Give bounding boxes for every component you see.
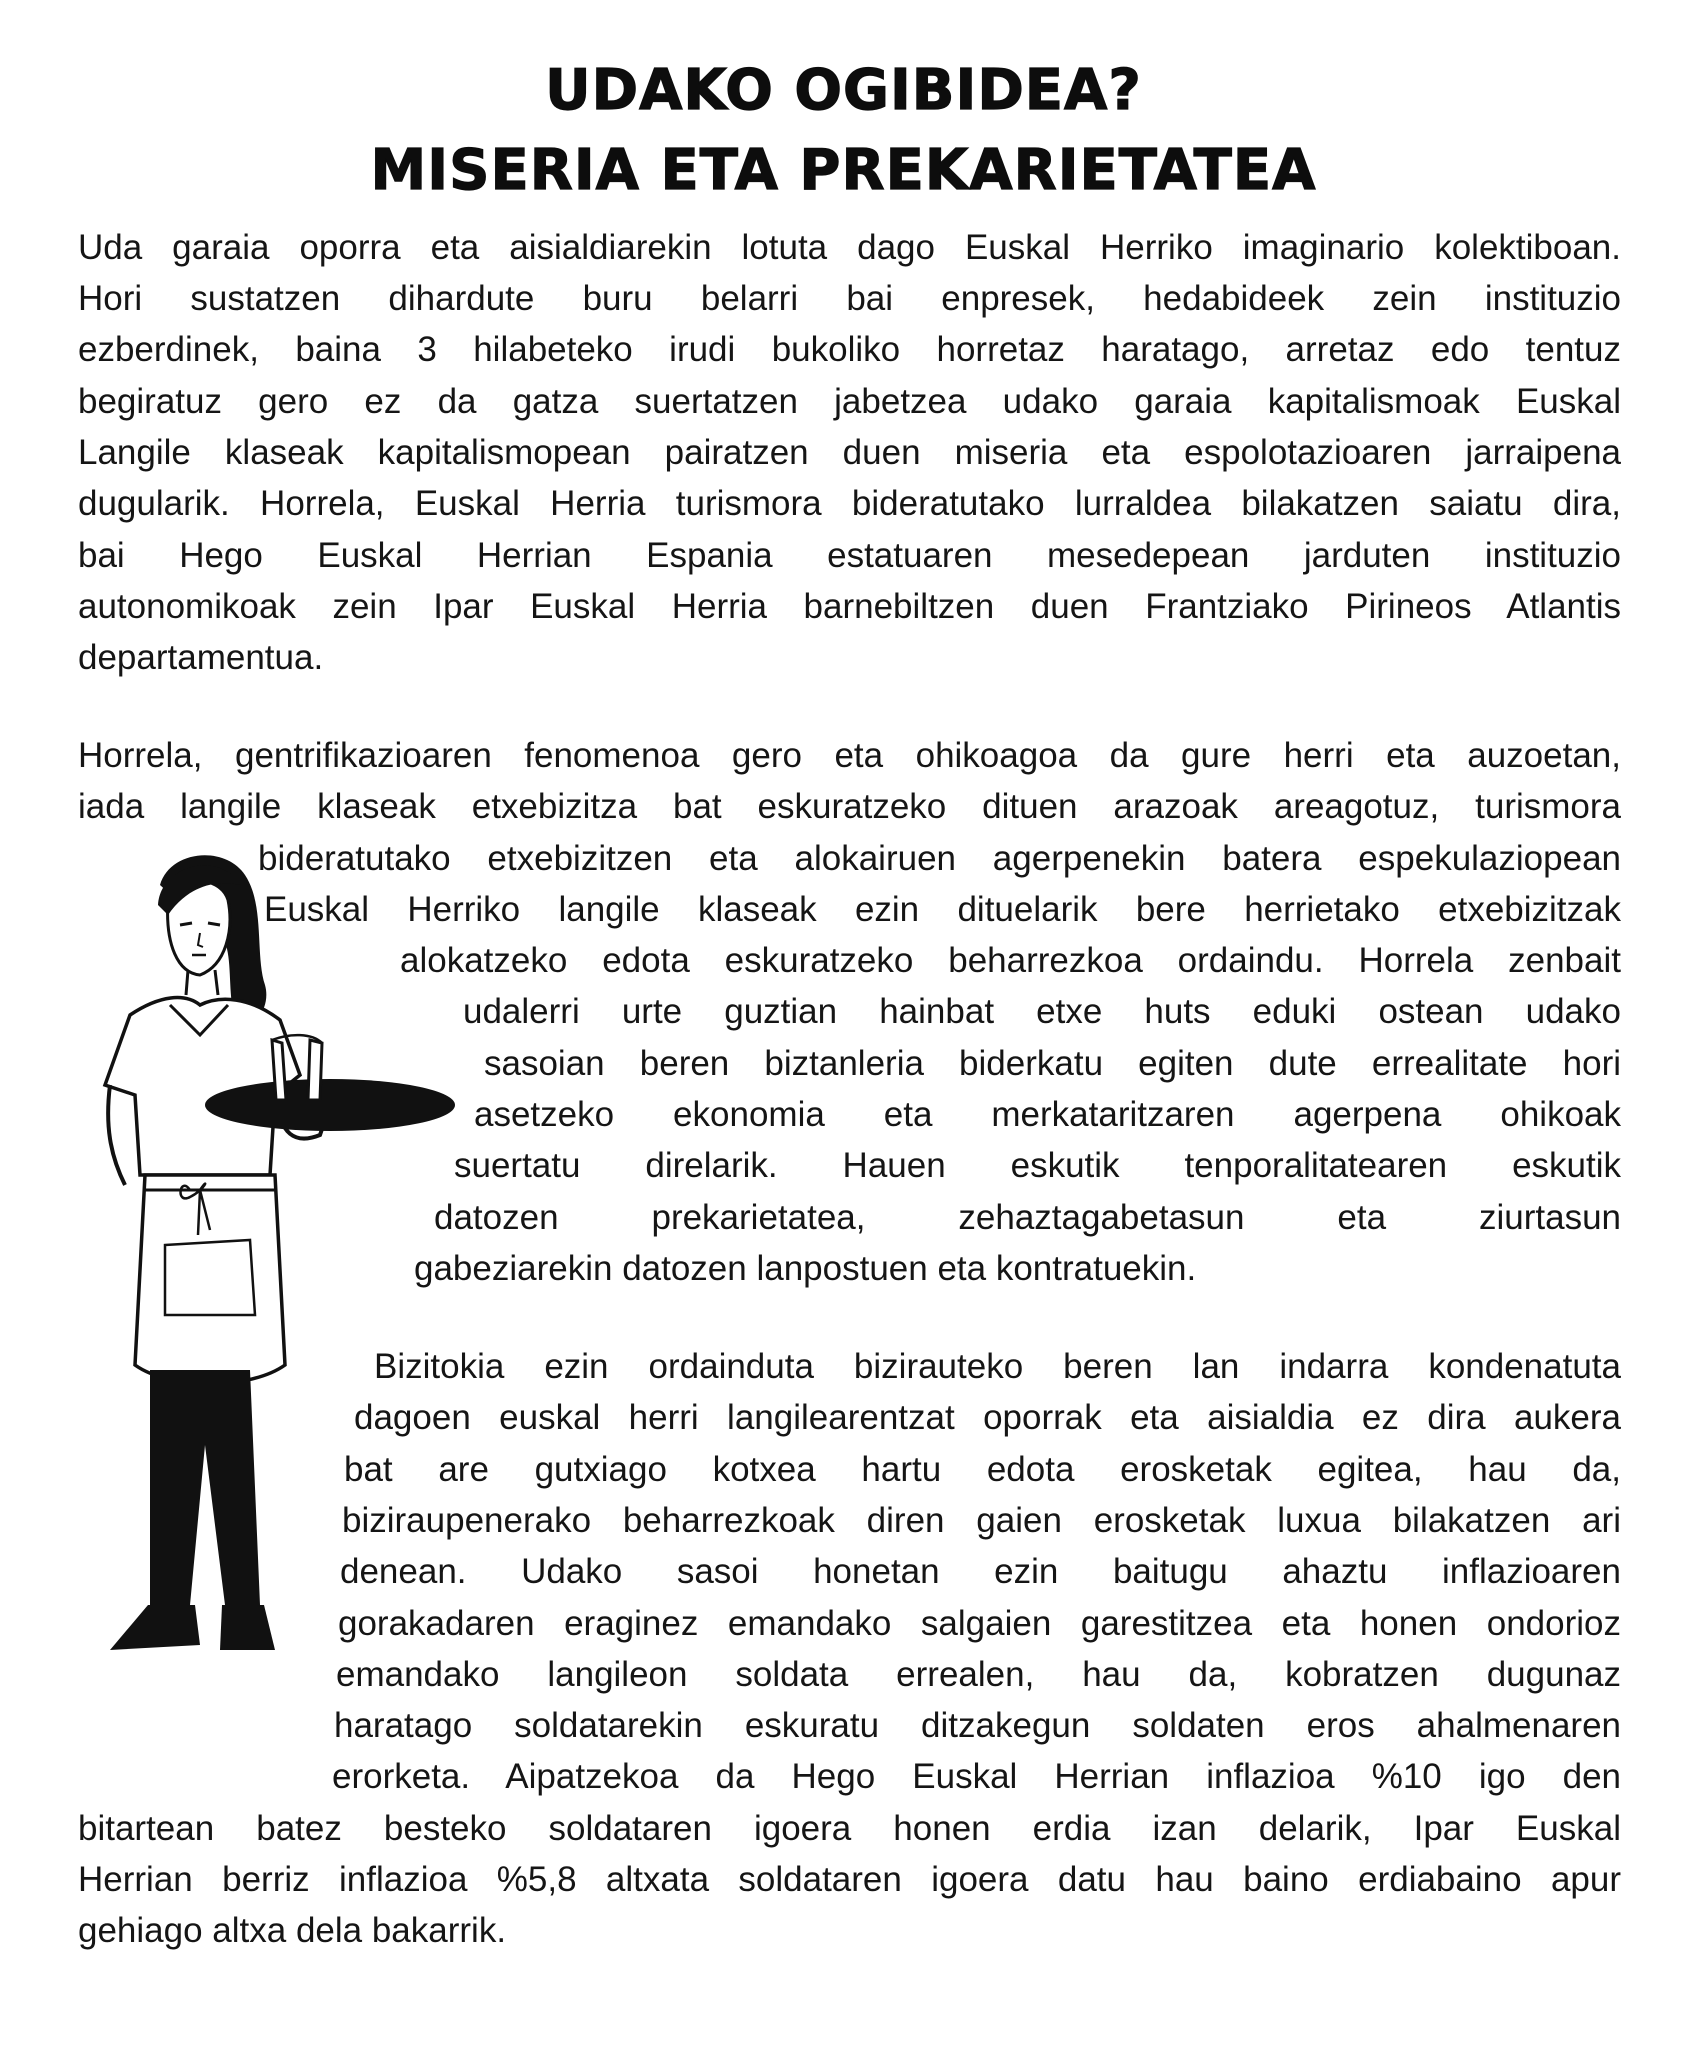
- paragraph-3-line: bitartean batez besteko soldataren igoera honen erdia izan delarik, Ipar Euskal: [78, 1809, 1621, 1848]
- paragraph-3-line: bat are gutxiago kotxea hartu edota erosketak egitea, hau da,: [344, 1450, 1621, 1489]
- paragraph-3-line: dagoen euskal herri langilearentzat oporrak eta aisialdia ez dira aukera: [354, 1398, 1621, 1437]
- paragraph-1-line: Hori sustatzen dihardute buru belarri bai enpresek, hedabideek zein instituzio: [78, 279, 1621, 318]
- paragraph-1-line: ezberdinek, baina 3 hilabeteko irudi bukoliko horretaz haratago, arretaz edo tentuz: [78, 330, 1621, 369]
- paragraph-2-line: bideratutako etxebizitzen eta alokairuen agerpenekin batera espekulaziopean: [258, 839, 1621, 878]
- paragraph-3-line: erorketa. Aipatzekoa da Hego Euskal Herrian inflazioa %10 igo den: [332, 1757, 1621, 1796]
- paragraph-3-line: emandako langileon soldata errealen, hau da, kobratzen dugunaz: [336, 1655, 1621, 1694]
- waitress-illustration: [50, 845, 470, 1745]
- paragraph-1-line: begiratuz gero ez da gatza suertatzen jabetzea udako garaia kapitalismoak Euskal: [78, 382, 1621, 421]
- paragraph-1-line: departamentua.: [78, 638, 324, 677]
- paragraph-3-line: gehiago altxa dela bakarrik.: [78, 1911, 507, 1950]
- paragraph-2-line: suertatu direlarik. Hauen eskutik tenporalitatearen eskutik: [454, 1146, 1621, 1185]
- title-line-2: MISERIA ETA PREKARIETATEA: [370, 138, 1317, 203]
- paragraph-2-line: gabeziarekin datozen lanpostuen eta kontratuekin.: [414, 1249, 1197, 1288]
- paragraph-1-line: Uda garaia oporra eta aisialdiarekin lotuta dago Euskal Herriko imaginario kolektiboan.: [78, 228, 1621, 267]
- paragraph-2-line: iada langile klaseak etxebizitza bat eskuratzeko dituen arazoak areagotuz, turismora: [78, 787, 1621, 826]
- paragraph-2-line: asetzeko ekonomia eta merkataritzaren agerpena ohikoak: [474, 1095, 1621, 1134]
- paragraph-2-line: sasoian beren biztanleria biderkatu egiten dute errealitate hori: [484, 1044, 1621, 1083]
- paragraph-2-line: datozen prekarietatea, zehaztagabetasun eta ziurtasun: [434, 1198, 1621, 1237]
- paragraph-3-line: Herrian berriz inflazioa %5,8 altxata soldataren igoera datu hau baino erdiabaino apur: [78, 1860, 1621, 1899]
- paragraph-2-line: Horrela, gentrifikazioaren fenomenoa gero eta ohikoagoa da gure herri eta auzoetan,: [78, 736, 1621, 775]
- paragraph-3-line: gorakadaren eraginez emandako salgaien garestitzea eta honen ondorioz: [338, 1604, 1621, 1643]
- paragraph-1-line: autonomikoak zein Ipar Euskal Herria barnebiltzen duen Frantziako Pirineos Atlantis: [78, 587, 1621, 626]
- paragraph-3-line: haratago soldatarekin eskuratu ditzakegun soldaten eros ahalmenaren: [334, 1706, 1621, 1745]
- paragraph-1-line: bai Hego Euskal Herrian Espania estatuaren mesedepean jarduten instituzio: [78, 536, 1621, 575]
- paragraph-1-line: dugularik. Horrela, Euskal Herria turismora bideratutako lurraldea bilakatzen saiatu dira,: [78, 484, 1621, 523]
- paragraph-1-line: Langile klaseak kapitalismopean pairatzen duen miseria eta espolotazioaren jarraipena: [78, 433, 1621, 472]
- paragraph-3-line: biziraupenerako beharrezkoak diren gaien erosketak luxua bilakatzen ari: [342, 1501, 1621, 1540]
- paragraph-3-line: Bizitokia ezin ordainduta bizirauteko beren lan indarra kondenatuta: [374, 1347, 1621, 1386]
- title-line-1: UDAKO OGIBIDEA?: [545, 58, 1142, 123]
- paragraph-2-line: udalerri urte guztian hainbat etxe huts eduki ostean udako: [463, 992, 1621, 1031]
- paragraph-3-line: denean. Udako sasoi honetan ezin baitugu ahaztu inflazioaren: [340, 1552, 1621, 1591]
- paragraph-2-line: Euskal Herriko langile klaseak ezin dituelarik bere herrietako etxebizitzak: [264, 890, 1621, 929]
- paragraph-2-line: alokatzeko edota eskuratzeko beharrezkoa ordaindu. Horrela zenbait: [400, 941, 1621, 980]
